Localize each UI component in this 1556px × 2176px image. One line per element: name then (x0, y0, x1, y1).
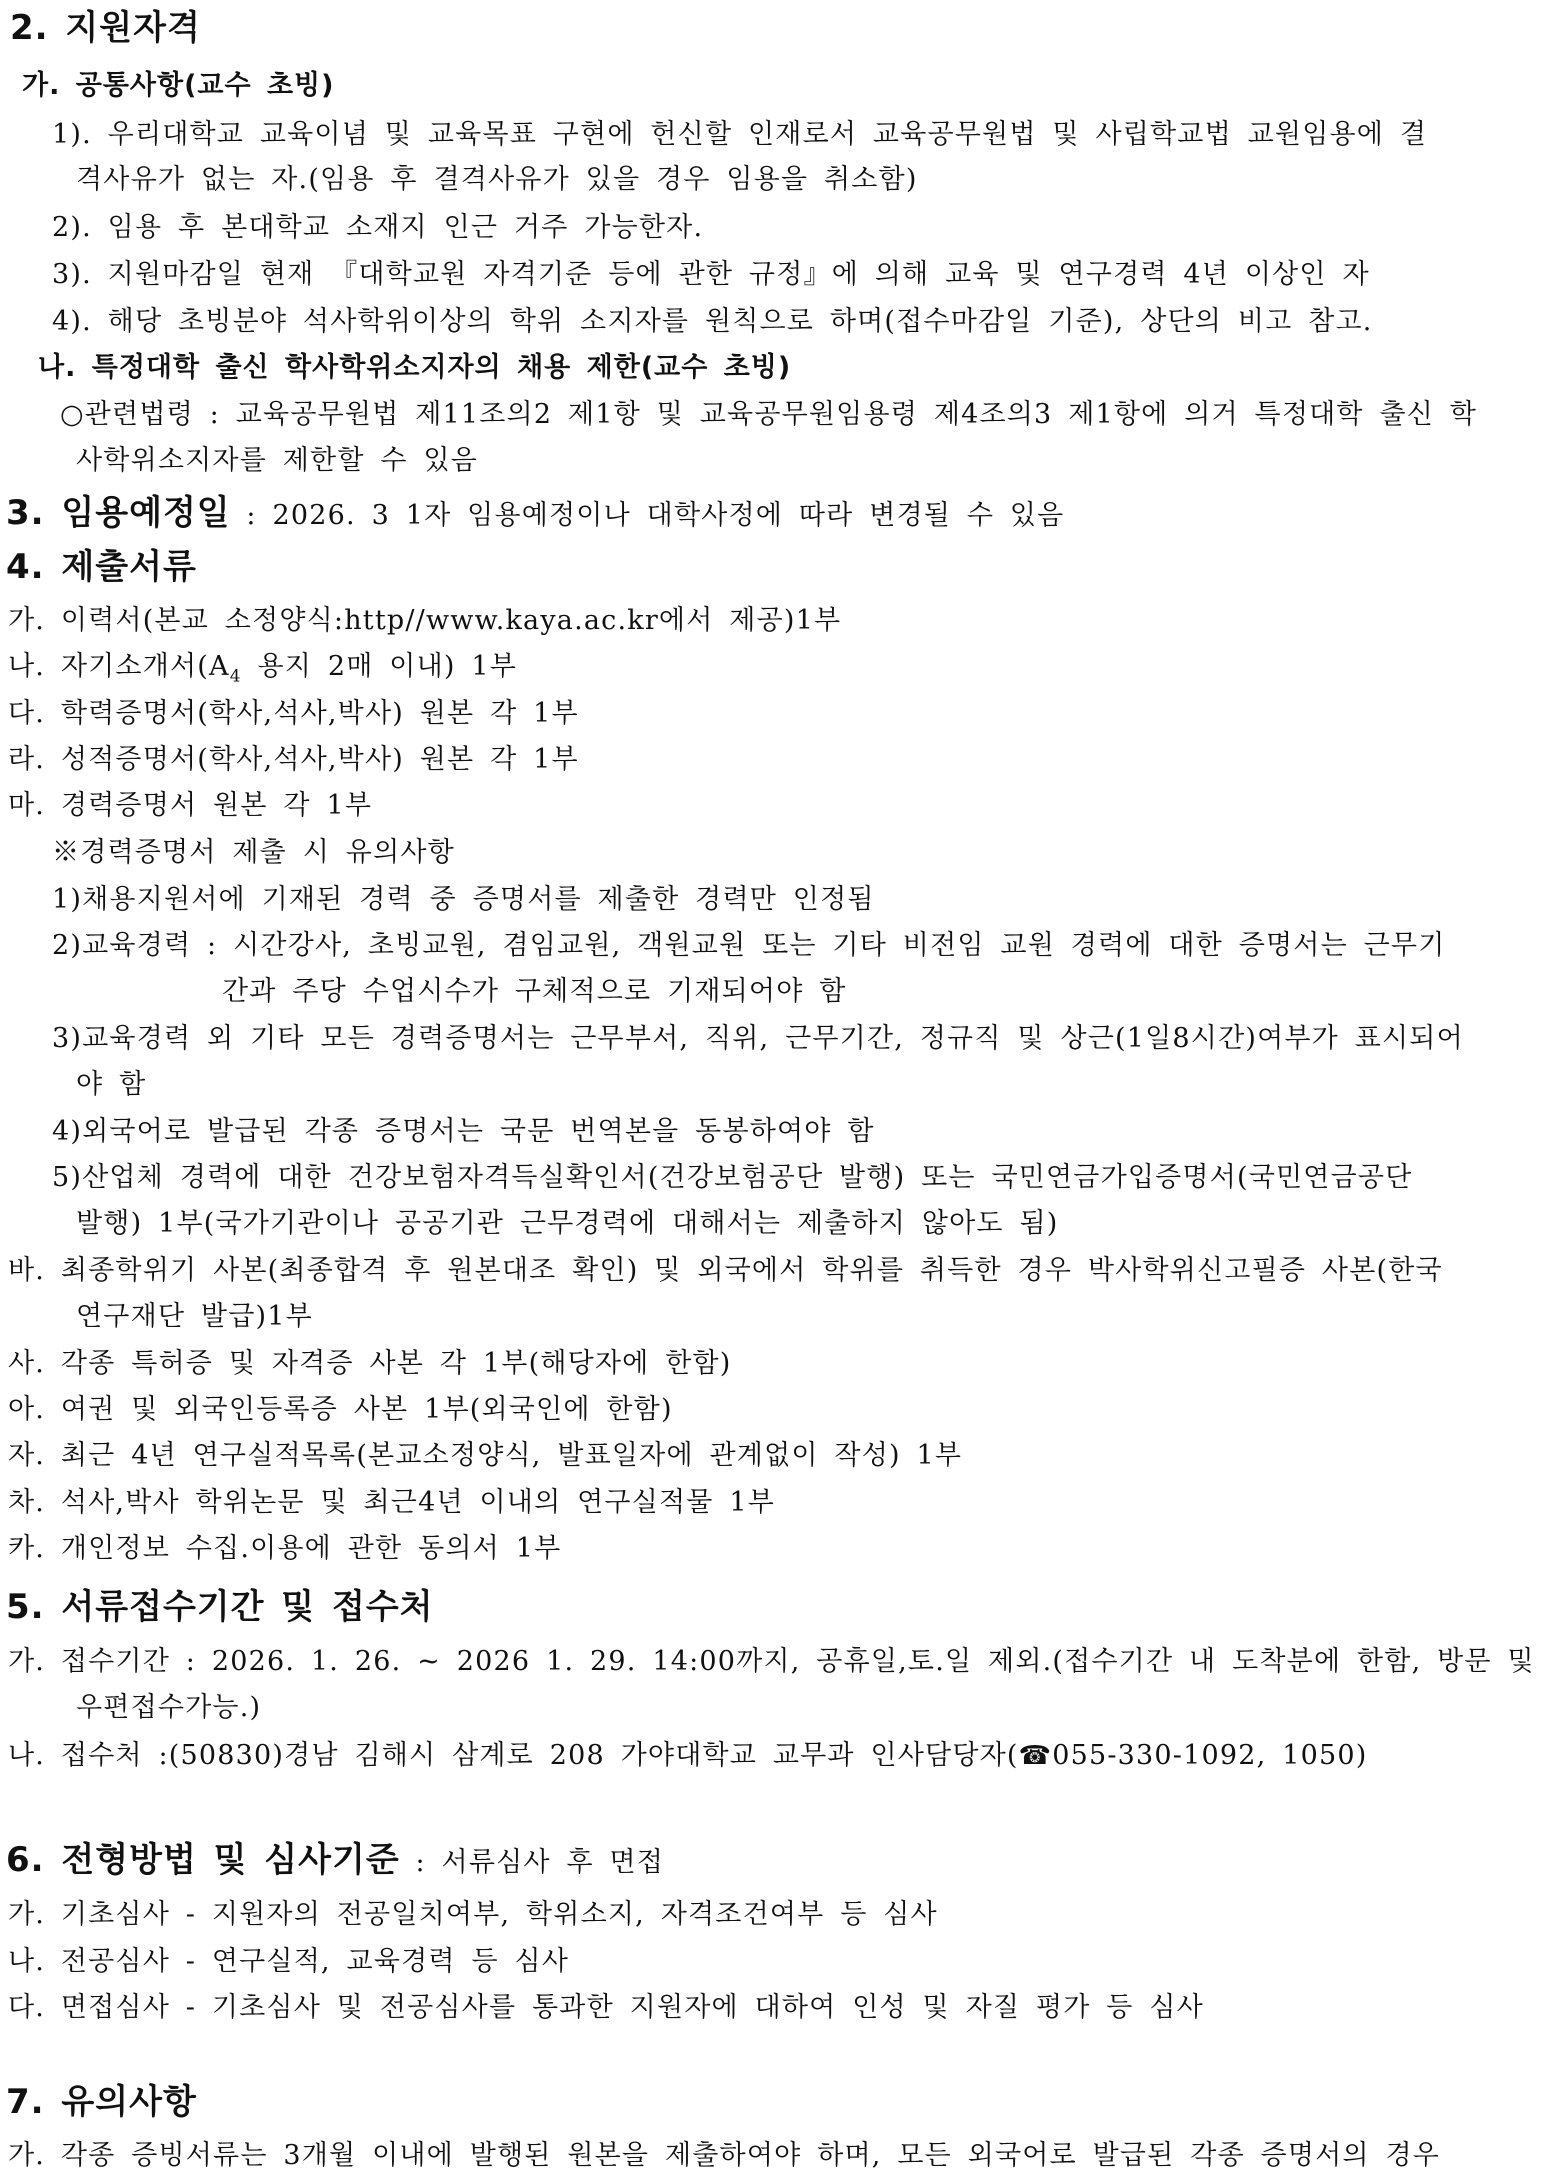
section-6-text: : 서류심사 후 면접 (399, 1847, 665, 1878)
reception-period-line2: 우편접수가능.) (76, 1692, 262, 1723)
career-note-1: 1)채용지원서에 기재된 경력 중 증명서를 제출한 경력만 인정됨 (52, 884, 875, 915)
reception-period-line1: 가. 접수기간 : 2026. 1. 26. ~ 2026 1. 29. 14:00까지, 공휴일,토.일 제외.(접수기간 내 도착분에 한함, 방문 및 (8, 1646, 1535, 1677)
doc-item-ja: 자. 최근 4년 연구실적목록(본교소정양식, 발표일자에 관계없이 작성) 1부 (8, 1440, 963, 1471)
career-note-5-line2: 발행) 1부(국가기관이나 공공기관 근무경력에 대해서는 제출하지 않아도 됨) (76, 1208, 1059, 1239)
section-2-a3: 3). 지원마감일 현재 『대학교원 자격기준 등에 관한 규정』에 의해 교육 및 연구경력 4년 이상인 자 (52, 259, 1370, 290)
career-note-3-line1: 3)교육경력 외 기타 모든 경력증명서는 근무부서, 직위, 근무기간, 정규직 및 상근(1일8시간)여부가 표시되어 (52, 1023, 1464, 1054)
section-3-title: 3. 임용예정일 (6, 493, 231, 533)
section-2-a1-line1: 1). 우리대학교 교육이념 및 교육목표 구현에 헌신할 인재로서 교육공무원법 및 사립학교법 교원임용에 결 (52, 119, 1428, 150)
doc-item-na-pre: 나. 자기소개서(A (8, 651, 230, 682)
screening-basic: 가. 기초심사 - 지원자의 전공일치여부, 학위소지, 자격조건여부 등 심사 (8, 1899, 938, 1930)
doc-item-ba-line2: 연구재단 발급)1부 (76, 1301, 313, 1332)
reception-address-text: 나. 접수처 :(50830)경남 김해시 삼계로 208 가야대학교 교무과 인사담당자( (8, 1740, 1019, 1771)
doc-item-na-sub: 4 (229, 666, 242, 687)
section-2-b1-line1: ○관련법령 : 교육공무원법 제11조의2 제1항 및 교육공무원임용령 제4조의3 제1항에 의거 특정대학 출신 학 (60, 399, 1478, 430)
section-2-a-subheading: 가. 공통사항(교수 초빙) (22, 70, 335, 101)
career-note-4: 4)외국어로 발급된 각종 증명서는 국문 번역본을 동봉하여야 함 (52, 1116, 875, 1147)
doc-item-na (8, 647, 517, 687)
doc-item-a: 아. 여권 및 외국인등록증 사본 1부(외국인에 한함) (8, 1394, 673, 1425)
notice-ga: 가. 각종 증빙서류는 3개월 이내에 발행된 원본을 제출하여야 하며, 모든 외국어로 발급된 각종 증명서의 경우 (8, 2140, 1441, 2171)
telephone-icon: ☎ (1018, 1741, 1053, 1771)
doc-item-ma: 마. 경력증명서 원본 각 1부 (8, 790, 373, 821)
section-6-heading (6, 1836, 664, 1884)
section-3-heading (6, 489, 1064, 537)
section-2-a1-line2: 격사유가 없는 자.(임용 후 결격사유가 있을 경우 임용을 취소함) (76, 164, 918, 195)
doc-item-ra: 라. 성적증명서(학사,석사,박사) 원본 각 1부 (8, 744, 579, 775)
reception-address (8, 1736, 1367, 1776)
doc-item-sa: 사. 각종 특허증 및 자격증 사본 각 1부(해당자에 한함) (8, 1348, 732, 1379)
career-note-2-line2: 간과 주당 수업시수가 구체적으로 기재되어야 함 (222, 976, 847, 1007)
screening-interview: 다. 면접심사 - 기초심사 및 전공심사를 통과한 지원자에 대하여 인성 및 자질 평가 등 심사 (8, 1992, 1204, 2023)
section-2-a4: 4). 해당 초빙분야 석사학위이상의 학위 소지자를 원칙으로 하며(접수마감일 기준), 상단의 비고 참고. (52, 306, 1373, 337)
section-2-b1-line2: 사학위소지자를 제한할 수 있음 (76, 445, 479, 476)
career-note-3-line2: 야 함 (76, 1069, 147, 1100)
screening-major: 나. 전공심사 - 연구실적, 교육경력 등 심사 (8, 1946, 570, 1977)
reception-phone: 055-330-1092, 1050) (1052, 1740, 1368, 1771)
section-2-heading: 2. 지원자격 (10, 8, 201, 48)
doc-item-ga: 가. 이력서(본교 소정양식:http//www.kaya.ac.kr에서 제공)1부 (8, 605, 842, 636)
career-note-heading: ※경력증명서 제출 시 유의사항 (52, 837, 455, 868)
doc-item-cha: 차. 석사,박사 학위논문 및 최근4년 이내의 연구실적물 1부 (8, 1487, 776, 1518)
doc-item-da: 다. 학력증명서(학사,석사,박사) 원본 각 1부 (8, 698, 579, 729)
career-note-2-line1: 2)교육경력 : 시간강사, 초빙교원, 겸임교원, 객원교원 또는 기타 비전임 교원 경력에 대한 증명서는 근무기 (52, 930, 1446, 961)
doc-item-na-post: 용지 2매 이내) 1부 (241, 651, 518, 682)
career-note-5-line1: 5)산업체 경력에 대한 건강보험자격득실확인서(건강보험공단 발행) 또는 국민연금가입증명서(국민연금공단 (52, 1162, 1413, 1193)
section-6-title: 6. 전형방법 및 심사기준 (6, 1840, 400, 1880)
section-4-heading: 4. 제출서류 (6, 547, 197, 587)
section-3-text: : 2026. 3 1자 임용예정이나 대학사정에 따라 변경될 수 있음 (230, 500, 1065, 531)
section-2-a2: 2). 임용 후 본대학교 소재지 인근 거주 가능한자. (52, 212, 704, 243)
doc-item-ba-line1: 바. 최종학위기 사본(최종합격 후 원본대조 확인) 및 외국에서 학위를 취득한 경우 박사학위신고필증 사본(한국 (8, 1255, 1443, 1286)
section-7-heading: 7. 유의사항 (6, 2082, 197, 2122)
section-2-b-subheading: 나. 특정대학 출신 학사학위소지자의 채용 제한(교수 초빙) (38, 352, 792, 383)
section-5-heading: 5. 서류접수기간 및 접수처 (6, 1587, 434, 1627)
doc-item-ka: 카. 개인정보 수집.이용에 관한 동의서 1부 (8, 1533, 562, 1564)
